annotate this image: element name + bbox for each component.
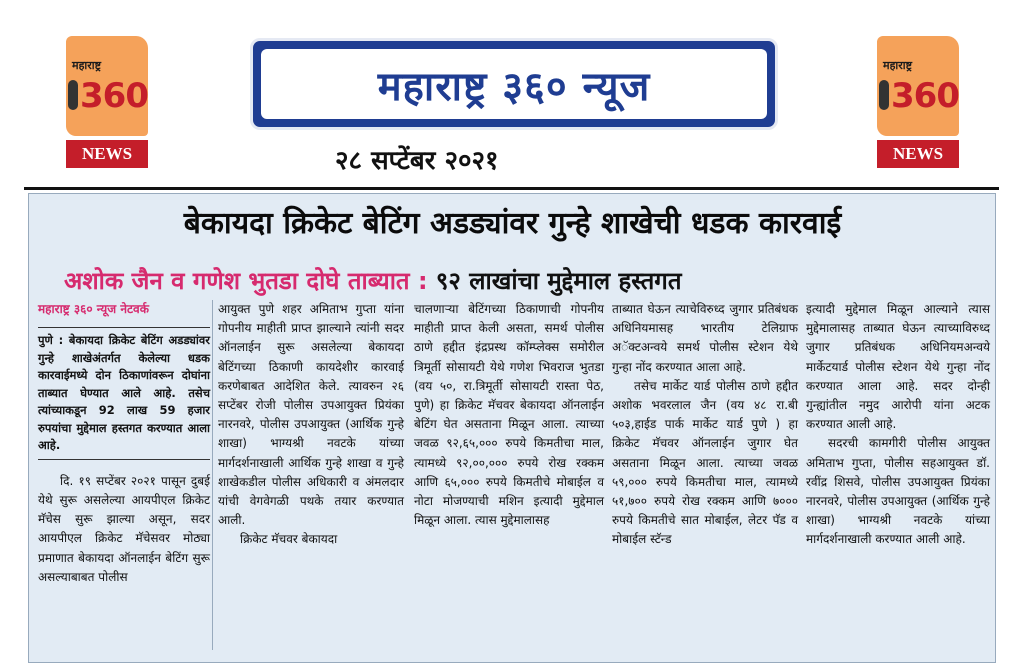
article-paragraph: क्रिकेट मॅचवर बेकायदा [240, 532, 338, 547]
article-column-2 [218, 300, 404, 550]
subhead-seizure: ९२ लाखांचा मुद्देमाल हस्तगत [427, 267, 682, 295]
logo-number: 360 [80, 76, 148, 116]
masthead-rule [24, 187, 999, 190]
microphone-icon [879, 80, 889, 110]
article-paragraph: ताब्यात घेऊन त्याचेविरुध्द जुगार प्रतिबंधक अधिनियमासह भारतीय टेलिग्राफ अॅक्टअन्वये समर्थ पोलीस स्टेशन येथे गुन्हा नोंद करण्यात आला आहे. [612, 302, 798, 374]
logo-brand-text: महाराष्ट्र [883, 59, 913, 72]
article-paragraph: आयुक्त पुणे शहर अमिताभ गुप्ता यांना गोपनीय माहीती प्राप्त झाल्याने त्यांनी सदर ऑनलाईन सुरू असलेल्या बेकायदा बेटिंगच्या ठिकाणी कायदेशीर कारवाई करणेबाबत आदेशित केले. त्यावरुन २६ सप्टेंबर रोजी पोलीस उपआयुक्त प्रियंका नारनवरे, पोलीस उपआयुक्त (आर्थिक गुन्हे शाखा) भाग्यश्री नवटके यांच्या मार्गदर्शनाखाली आर्थिक गुन्हे शाखा व गुन्हे शाखेकडील पोलीस अधिकारी व अंमलदार यांची वेगवेगळी पथके तयार करण्यात आली. [218, 302, 404, 528]
logo-brand-text: महाराष्ट्र [72, 59, 102, 72]
article-column-5 [806, 300, 990, 550]
microphone-icon [68, 80, 78, 110]
article-column-4 [612, 300, 798, 550]
article-intro: पुणे : बेकायदा क्रिकेट बेटिंग अडड्यांवर गुन्हे शाखेअंतर्गत केलेल्या धडक कारवाईमध्ये दोन ठिकाणांवरून दोघांना ताब्यात घेण्यात आले आहे. तसेच त्यांच्याकडून 92 लाख 59 हजार रुपयांचा मुद्देमाल हस्तगत करण्यात आला आहे. [38, 327, 210, 460]
logo-left [66, 36, 148, 168]
logo-news-band: NEWS [66, 140, 148, 168]
article-paragraph: सदरची कामगीरी पोलीस आयुक्त अमिताभ गुप्ता, पोलीस सहआयुक्त डॉ. रवींद्र शिसवे, पोलीस उपआयुक्त प्रियंका नारनवरे, पोलीस उपआयुक्त (आर्थिक गुन्हे शाखा) भाग्यश्री नवटके यांच्या मार्गदर्शनाखाली करण्यात आली आहे. [806, 436, 990, 547]
article-paragraph: तसेच मार्केट यार्ड पोलीस ठाणे हद्दीत अशोक भवरलाल जैन (वय ४८ रा.बी ५०३,हाईड पार्क मार्केट यार्ड पुणे ) हा क्रिकेट मॅचवर ऑनलाईन जुगार घेत असताना मिळून आला. त्याच्या जवळ ५९,००० रुपये किमतीचा माल, त्यामध्ये ५१,७०० रुपये रोख रक्कम आणि ७००० रुपये किमतीचे सात मोबाईल, लेटर पॅड व मोबाईल स्टॅन्ड [612, 378, 798, 547]
article-paragraph: दि. १९ सप्टेंबर २०२१ पासून दुबई येथे सुरू असलेल्या आयपीएल क्रिकेट मॅचेस सुरू झाल्या असून, सदर आयपीएल क्रिकेट मॅचेसवर मोठ्या प्रमाणात बेकायदा ऑनलाईन बेटिंग सुरू असल्याबाबत पोलीस [38, 473, 210, 584]
subhead-accused: अशोक जैन व गणेश भुतडा दोघे ताब्यात : [64, 267, 428, 295]
article-subhead [64, 264, 964, 298]
column-divider [212, 300, 213, 650]
article-paragraph: इत्यादी मुद्देमाल मिळून आल्याने त्यास मुद्देमालासह ताब्यात घेऊन त्याच्याविरुध्द जुगार प्रतिबंधक अधिनियमअन्वये मार्केटयार्ड पोलीस स्टेशन येथे गुन्हा नोंद करण्यात आला आहे. सदर दोन्ही गुन्ह्यांतील नमुद आरोपी यांना अटक करण्यात आली आहे. [806, 302, 990, 432]
article-column-3 [414, 300, 604, 530]
logo-number: 360 [891, 76, 959, 116]
article-column-1 [38, 300, 210, 587]
logo-right [877, 36, 959, 168]
masthead-banner [250, 38, 778, 130]
publication-date: २८ सप्टेंबर २०२१ [335, 146, 499, 176]
article-paragraph: चालणाऱ्या बेटिंगच्या ठिकाणाची गोपनीय माहीती प्राप्त केली असता, समर्थ पोलीस ठाणे हद्दीत इंद्रप्रस्थ कॉम्प्लेक्स समोरील त्रिमूर्ती सोसायटी येथे गणेश भिवराज भुतडा (वय ५०, रा.त्रिमूर्ती सोसायटी रास्ता पेठ, पुणे) हा क्रिकेट मॅचवर बेकायदा ऑनलाईन बेटिंग घेत असताना मिळून आला. त्याच्या जवळ ९२,६५,००० रुपये किमतीचा माल, त्यामध्ये ९२,००,००० रुपये रोख रक्कम आणि ६५,००० रुपये किमतीचे मोबाईल व नोटा मोजण्याची मशिन इत्यादी मुद्देमाल मिळून आला. त्यास मुद्देमालासह [414, 302, 604, 528]
masthead-inner [261, 49, 767, 119]
logo-news-band: NEWS [877, 140, 959, 168]
masthead-title: महाराष्ट्र ३६० न्यूज [377, 64, 651, 110]
article-headline: बेकायदा क्रिकेट बेटिंग अडड्यांवर गुन्हे शाखेची धडक कारवाई [183, 206, 842, 241]
byline: महाराष्ट्र ३६० न्यूज नेटवर्क [38, 302, 149, 316]
